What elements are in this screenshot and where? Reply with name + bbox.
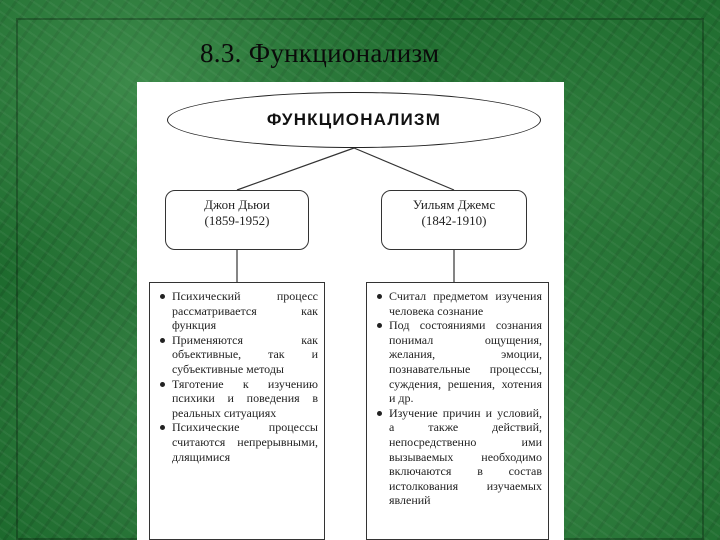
list-box-james	[366, 282, 549, 540]
person-name: Уильям Джемс	[412, 197, 496, 212]
person-years: (1842-1910)	[421, 213, 487, 228]
person-node-dewey	[165, 190, 309, 250]
slide-title: 8.3. Функционализм	[200, 38, 440, 68]
root-node-functionalism	[167, 92, 541, 148]
list-item: Считал предметом изучения человека сознание	[389, 289, 542, 318]
list-item: Психический процесс рассматривается как функция	[172, 289, 318, 333]
connector-root-left	[237, 148, 354, 190]
list-item: Под состояниями сознания понимал ощущения, желания, эмоции, познавательные процессы, суждения, решения, хотения и др.	[389, 318, 542, 406]
connector-root-right	[354, 148, 454, 190]
list-item: Изучение причин и условий, а также действий, непосредственно ими вызываемых необходимо включаются в состав истолкования изучаемых явлений	[389, 405, 542, 508]
root-node-label: ФУНКЦИОНАЛИЗМ	[266, 110, 442, 129]
list-item: Тяготение к изучению психики и поведения в реальных ситуациях	[172, 376, 318, 420]
list-item: Психические процессы считаются непрерывными, длящимися	[172, 420, 318, 464]
person-node-james	[381, 190, 527, 250]
bullet-list	[373, 289, 542, 508]
person-years: (1859-1952)	[204, 213, 270, 228]
list-box-dewey	[149, 282, 325, 540]
diagram-panel	[137, 82, 564, 540]
person-name: Джон Дьюи	[204, 197, 270, 212]
bullet-list	[156, 289, 318, 464]
list-item: Применяются как объективные, так и субъективные методы	[172, 332, 318, 376]
